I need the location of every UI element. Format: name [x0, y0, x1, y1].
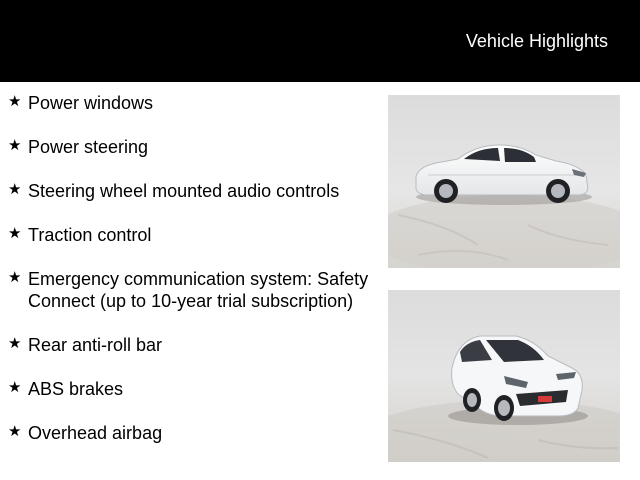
feature-label: Emergency communication system: Safety Connect (up to 10-year trial subscription): [28, 269, 369, 311]
feature-label: Power windows: [28, 93, 154, 113]
feature-list: [8, 92, 378, 466]
feature-label: ABS brakes: [28, 379, 124, 399]
list-item: [8, 136, 378, 158]
list-item: [8, 334, 378, 356]
car-side-view-photo: [388, 95, 620, 268]
star-icon: ★: [8, 225, 22, 242]
car-side-image: [388, 95, 620, 268]
star-icon: ★: [8, 379, 22, 396]
page-title: Vehicle Highlights: [465, 31, 608, 51]
car-front-three-quarter-photo: [388, 290, 620, 462]
list-item: [8, 180, 378, 202]
list-item: [8, 422, 378, 444]
car-front-image: [388, 290, 620, 462]
feature-label: Steering wheel mounted audio controls: [28, 181, 340, 201]
star-icon: ★: [8, 335, 22, 352]
list-item: [8, 268, 378, 312]
star-icon: ★: [8, 269, 22, 286]
header-bar: [0, 0, 640, 82]
list-item: [8, 92, 378, 114]
star-icon: ★: [8, 137, 22, 154]
feature-label: Power steering: [28, 137, 149, 157]
list-item: [8, 378, 378, 400]
star-icon: ★: [8, 93, 22, 110]
feature-label: Rear anti-roll bar: [28, 335, 163, 355]
feature-label: Traction control: [28, 225, 152, 245]
star-icon: ★: [8, 181, 22, 198]
feature-label: Overhead airbag: [28, 423, 163, 443]
star-icon: ★: [8, 423, 22, 440]
list-item: [8, 224, 378, 246]
